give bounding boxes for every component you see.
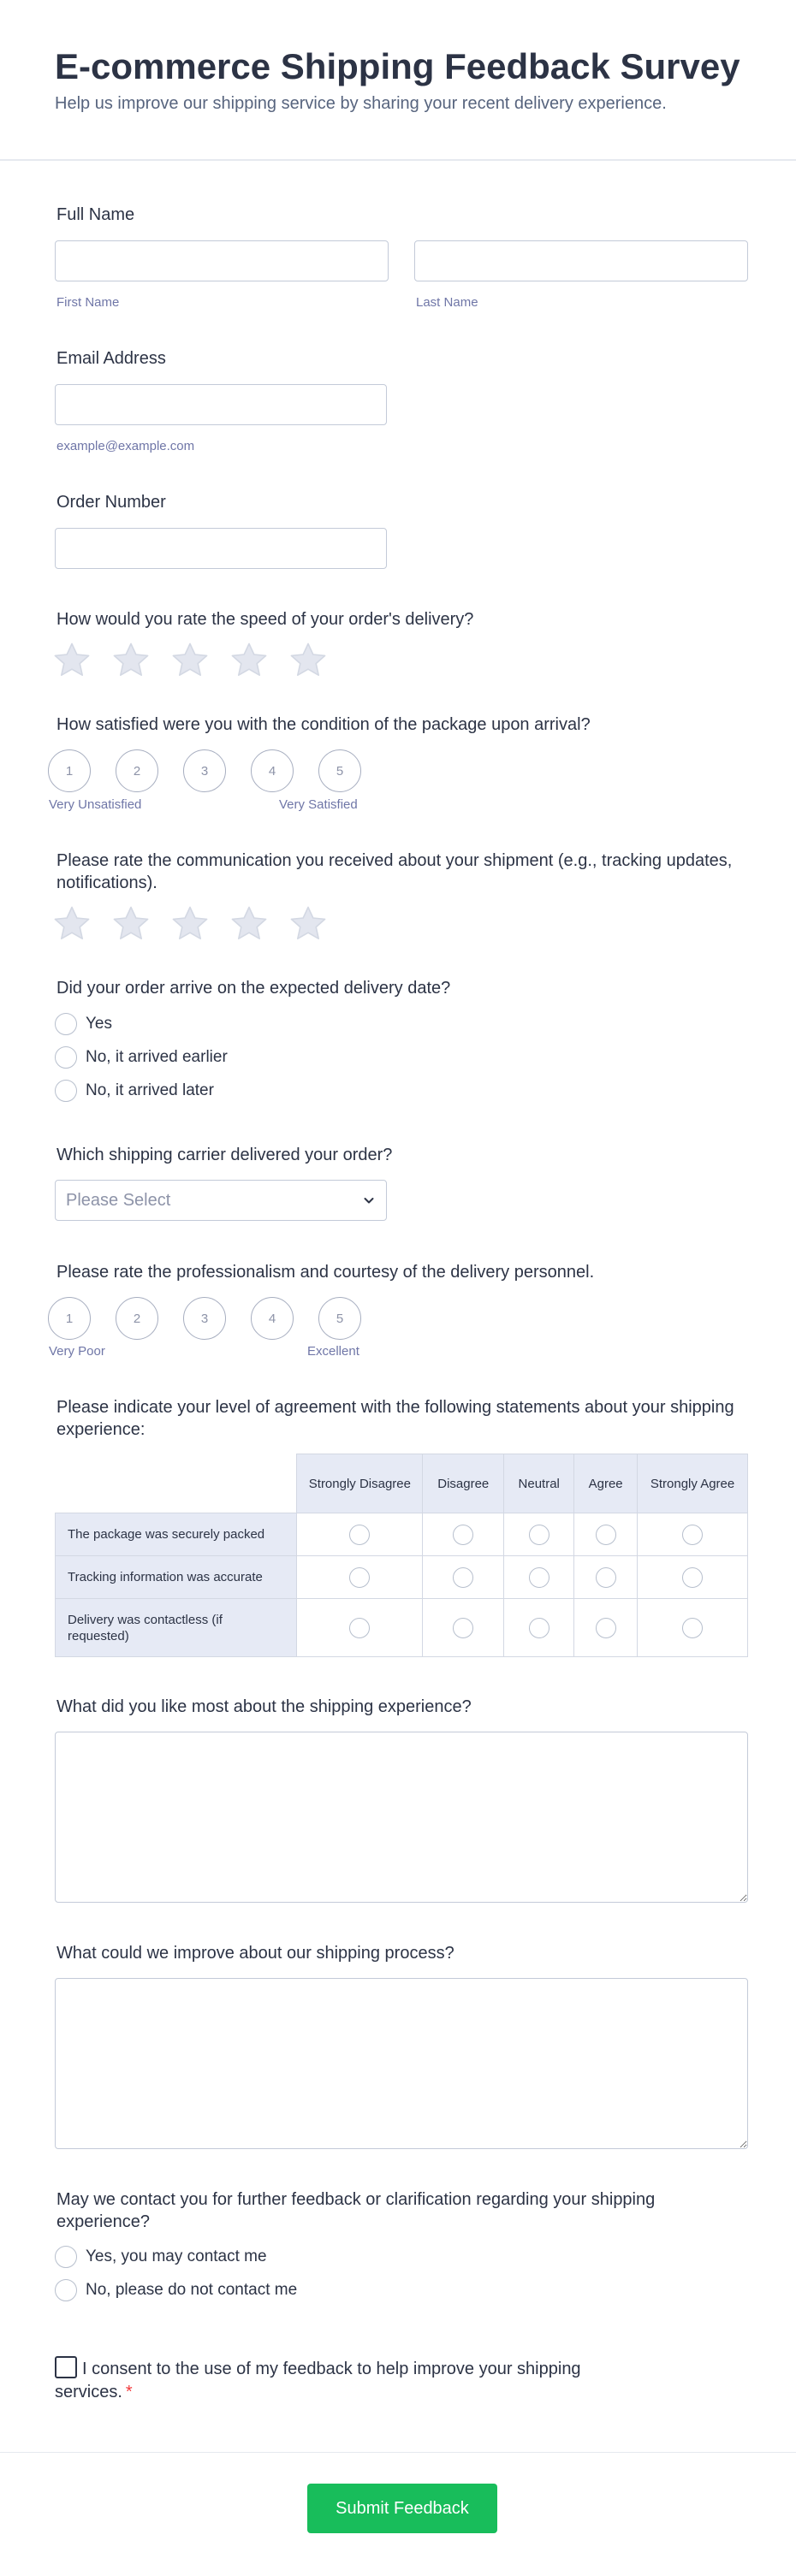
improve-textarea[interactable] bbox=[55, 1978, 748, 2149]
matrix-column-header: Agree bbox=[574, 1454, 638, 1513]
matrix-radio[interactable] bbox=[529, 1567, 549, 1588]
matrix-radio[interactable] bbox=[682, 1618, 703, 1638]
order-number-input[interactable] bbox=[55, 528, 387, 569]
condition-rating-label: How satisfied were you with the condition of the package upon arrival? bbox=[56, 715, 591, 734]
speed-rating-label: How would you rate the speed of your order's delivery? bbox=[56, 610, 474, 629]
carrier-select[interactable] bbox=[55, 1180, 387, 1221]
matrix-radio[interactable] bbox=[529, 1525, 549, 1545]
improve-label: What could we improve about our shipping process? bbox=[56, 1944, 454, 1963]
courtesy-scale bbox=[48, 1297, 386, 1340]
radio-button[interactable] bbox=[55, 1080, 77, 1102]
consent-label: I consent to the use of my feedback to help improve your shipping services. bbox=[55, 2360, 581, 2401]
matrix-column-header: Neutral bbox=[504, 1454, 574, 1513]
scale-min-label: Very Unsatisfied bbox=[49, 797, 142, 812]
contact-option-yes[interactable] bbox=[55, 2245, 267, 2269]
scale-option[interactable]: 2 bbox=[116, 749, 158, 792]
radio-option-label: No, please do not contact me bbox=[86, 2281, 298, 2299]
last-name-sublabel: Last Name bbox=[416, 295, 478, 310]
star-icon[interactable] bbox=[229, 903, 270, 945]
on-time-option-later[interactable] bbox=[55, 1079, 214, 1103]
select-placeholder: Please Select bbox=[66, 1190, 171, 1210]
matrix-radio[interactable] bbox=[596, 1567, 616, 1588]
consent-checkbox[interactable] bbox=[55, 2356, 77, 2378]
carrier-label: Which shipping carrier delivered your order? bbox=[56, 1146, 393, 1164]
first-name-input[interactable] bbox=[55, 240, 389, 281]
radio-option-label: Yes bbox=[86, 1015, 112, 1033]
form-subtitle: Help us improve our shipping service by sharing your recent delivery experience. bbox=[55, 94, 667, 113]
matrix-row-label: The package was securely packed bbox=[56, 1513, 297, 1556]
condition-scale bbox=[48, 749, 386, 792]
scale-option[interactable]: 2 bbox=[116, 1297, 158, 1340]
submit-button[interactable]: Submit Feedback bbox=[307, 2484, 497, 2533]
last-name-input[interactable] bbox=[414, 240, 748, 281]
matrix-radio[interactable] bbox=[349, 1525, 370, 1545]
full-name-label: Full Name bbox=[56, 205, 135, 224]
matrix-column-header: Disagree bbox=[423, 1454, 504, 1513]
agreement-matrix-label: Please indicate your level of agreement with the following statements about your shipping experience: bbox=[56, 1398, 734, 1439]
matrix-column-header: Strongly Disagree bbox=[297, 1454, 423, 1513]
radio-button[interactable] bbox=[55, 2279, 77, 2301]
matrix-radio[interactable] bbox=[682, 1567, 703, 1588]
star-icon[interactable] bbox=[288, 903, 329, 945]
star-icon[interactable] bbox=[288, 640, 329, 681]
radio-option-label: No, it arrived later bbox=[86, 1081, 214, 1099]
communication-rating-label: Please rate the communication you received about your shipment (e.g., tracking updates, notifications). bbox=[56, 851, 733, 892]
matrix-radio[interactable] bbox=[349, 1567, 370, 1588]
radio-button[interactable] bbox=[55, 1013, 77, 1035]
matrix-radio[interactable] bbox=[453, 1567, 473, 1588]
matrix-row bbox=[56, 1599, 748, 1657]
liked-most-label: What did you like most about the shipping experience? bbox=[56, 1697, 472, 1716]
email-sublabel: example@example.com bbox=[56, 439, 195, 453]
first-name-sublabel: First Name bbox=[56, 295, 120, 310]
form-header bbox=[0, 0, 796, 161]
matrix-radio[interactable] bbox=[349, 1618, 370, 1638]
matrix-radio[interactable] bbox=[453, 1525, 473, 1545]
contact-label: May we contact you for further feedback or clarification regarding your shipping experience? bbox=[56, 2190, 656, 2231]
scale-option[interactable]: 5 bbox=[318, 1297, 361, 1340]
star-icon[interactable] bbox=[110, 903, 151, 945]
matrix-radio[interactable] bbox=[682, 1525, 703, 1545]
matrix-row bbox=[56, 1556, 748, 1599]
radio-option-label: Yes, you may contact me bbox=[86, 2247, 267, 2265]
email-label: Email Address bbox=[56, 349, 166, 368]
on-time-option-earlier[interactable] bbox=[55, 1045, 228, 1069]
radio-button[interactable] bbox=[55, 1046, 77, 1069]
scale-option[interactable]: 1 bbox=[48, 749, 91, 792]
scale-option[interactable]: 1 bbox=[48, 1297, 91, 1340]
star-icon[interactable] bbox=[169, 903, 211, 945]
contact-option-no[interactable] bbox=[55, 2278, 297, 2302]
form-title: E-commerce Shipping Feedback Survey bbox=[55, 46, 740, 86]
matrix-radio[interactable] bbox=[596, 1525, 616, 1545]
on-time-option-yes[interactable] bbox=[55, 1012, 112, 1036]
scale-option[interactable]: 5 bbox=[318, 749, 361, 792]
communication-star-rating bbox=[51, 903, 347, 945]
chevron-down-icon bbox=[362, 1193, 376, 1207]
star-icon[interactable] bbox=[229, 640, 270, 681]
matrix-corner bbox=[56, 1454, 297, 1513]
on-time-label: Did your order arrive on the expected delivery date? bbox=[56, 979, 451, 998]
scale-option[interactable]: 3 bbox=[183, 749, 226, 792]
radio-button[interactable] bbox=[55, 2246, 77, 2268]
speed-star-rating bbox=[51, 640, 347, 681]
matrix-radio[interactable] bbox=[529, 1618, 549, 1638]
matrix-row-label: Tracking information was accurate bbox=[56, 1556, 297, 1599]
star-icon[interactable] bbox=[110, 640, 151, 681]
required-marker: * bbox=[125, 2383, 133, 2401]
matrix-row-label: Delivery was contactless (if requested) bbox=[56, 1599, 297, 1657]
liked-most-textarea[interactable] bbox=[55, 1732, 748, 1903]
scale-min-label: Very Poor bbox=[49, 1344, 105, 1359]
scale-max-label: Excellent bbox=[307, 1344, 359, 1359]
radio-option-label: No, it arrived earlier bbox=[86, 1048, 228, 1066]
matrix-radio[interactable] bbox=[596, 1618, 616, 1638]
consent-field bbox=[55, 2356, 637, 2404]
email-input[interactable] bbox=[55, 384, 387, 425]
matrix-radio[interactable] bbox=[453, 1618, 473, 1638]
footer-divider bbox=[0, 2452, 796, 2453]
order-number-label: Order Number bbox=[56, 493, 166, 512]
courtesy-rating-label: Please rate the professionalism and courtesy of the delivery personnel. bbox=[56, 1263, 595, 1282]
star-icon[interactable] bbox=[51, 903, 92, 945]
scale-max-label: Very Satisfied bbox=[279, 797, 358, 812]
scale-option[interactable]: 3 bbox=[183, 1297, 226, 1340]
matrix-row bbox=[56, 1513, 748, 1556]
agreement-matrix bbox=[55, 1454, 748, 1657]
star-icon[interactable] bbox=[51, 640, 92, 681]
star-icon[interactable] bbox=[169, 640, 211, 681]
scale-option[interactable]: 4 bbox=[251, 1297, 294, 1340]
scale-option[interactable]: 4 bbox=[251, 749, 294, 792]
matrix-column-header: Strongly Agree bbox=[638, 1454, 748, 1513]
